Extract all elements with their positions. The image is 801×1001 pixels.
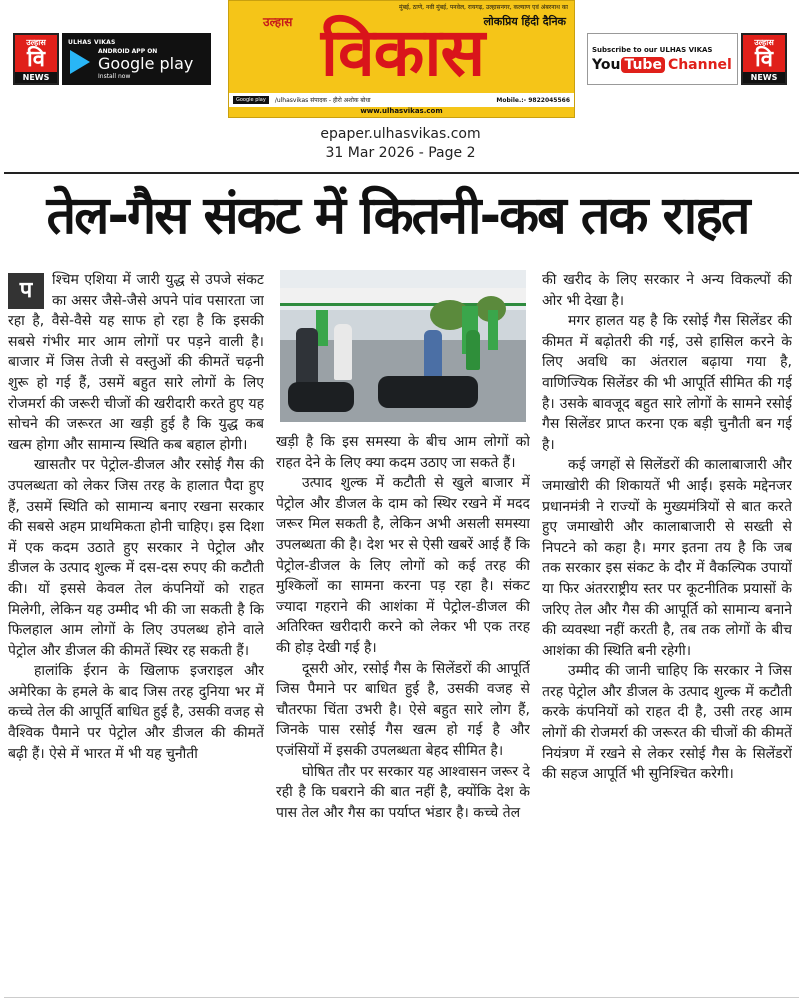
masthead-mobile: Mobile.:- 9822045566	[496, 96, 570, 104]
masthead-title: विकास	[320, 13, 485, 91]
youtube-channel-word: Channel	[667, 56, 732, 73]
article-paragraph: हालांकि ईरान के खिलाफ इजराइल और अमेरिका के हमले के बाद जिस तरह दुनिया भर में कच्चे तेल की आपूर्ति बाधित हुई है, उसकी वजह से वैश्विक पैमाने पर पेट्रोल और डीजल की कीमतें बढ़ी हैं। ऐसे में भारत में भी यह चुनौती	[8, 663, 264, 762]
masthead-small-word: उल्हास	[263, 15, 293, 29]
badge-install-text: Install now	[98, 72, 131, 80]
masthead-website[interactable]: www.ulhasvikas.com	[360, 107, 443, 115]
petrol-station-photo	[280, 270, 526, 422]
youtube-channel-row	[592, 57, 733, 73]
article-column-1	[8, 270, 264, 992]
badge-brand: ULHAS VIKAS	[68, 38, 116, 46]
masthead-cities: मुंबई, ठाणे, नवी मुंबई, पनवेल, रायगढ़, उल्हासनगर, कल्याण एवं अंबरनाथ का	[399, 4, 568, 11]
article-paragraph: उत्पाद शुल्क में कटौती से खुले बाजार में पेट्रोल और डीजल के दाम को स्थिर रखने में मदद जरूर मिल सकती है, लेकिन अभी असली समस्या उपलब्धता की है। देश भर से ऐसी खबरें आई हैं कि पेट्रोल-डीजल के लिए लोगों को कई तरह की मुश्किलों का सामना करना पड़ रहा है। संकट ज्यादा गहराने की आशंका में पेट्रोल-डीजल की अतिरिक्त खरीदारी करने को लेकर भी एक तरह की होड़ देखी गई है।	[276, 475, 530, 656]
article-column-2	[276, 432, 530, 992]
badge-store-name: Google play	[98, 53, 194, 73]
logo-top-text: उल्हास	[754, 38, 774, 47]
youtube-tube: Tube	[621, 57, 665, 73]
article-headline: तेल-गैस संकट में कितनी-कब तक राहत	[46, 186, 749, 246]
mini-google-play-icon[interactable]: Google play	[233, 96, 269, 104]
logo-news-label: NEWS	[743, 72, 785, 83]
ulhas-vikas-news-logo-right	[741, 33, 787, 85]
article-paragraph: कई जगहों से सिलेंडरों की कालाबाजारी और जमाखोरी की शिकायतें भी आईं। इसके मद्देनजर प्रधानमंत्री ने राज्यों के मुख्यमंत्रियों से बात करते हुए जमाखोरी और कालाबाजारी से सख्ती से निपटने को कहा है। मगर इतना तय है कि जब तक सरकार इस संकट के दौर में वैकल्पिक उपायों या फिर अंतरराष्ट्रीय स्तर पर कूटनीतिक प्रयासों के जरिए तेल और गैस की आपूर्ति को सामान्य बनाने की व्यवस्था नहीं करती है, तब तक लोगों के बीच आशंका की स्थिति बनी रहेगी।	[542, 457, 792, 659]
youtube-channel-banner[interactable]	[587, 33, 787, 85]
youtube-subscribe-text: Subscribe to our ULHAS VIKAS	[592, 45, 713, 54]
logo-letter: वि	[27, 46, 45, 72]
newspaper-masthead	[228, 0, 575, 118]
logo-news-label: NEWS	[15, 72, 57, 83]
masthead-social-editor: /ulhasvikas संपादक - हीरो अशोक बोधा	[274, 97, 371, 104]
article-paragraph	[8, 270, 264, 455]
youtube-you: You	[592, 56, 621, 73]
editorial-article	[4, 172, 799, 998]
logo-top-text: उल्हास	[26, 38, 46, 47]
google-play-icon	[70, 50, 90, 74]
ulhas-vikas-news-logo	[13, 33, 59, 85]
article-column-3	[542, 270, 792, 992]
paragraph-text: श्चिम एशिया में जारी युद्ध से उपजे संकट का असर जैसे-जैसे अपने पांव पसारता जा रहा है, वैसे-वैसे यह साफ हो रहा है कि इसकी सबसे गंभीर मार आम लोगों पर पड़ने वाली है। बाजार में जिस तेजी से वस्तुओं की कीमतें चढ़नी शुरू हो गई हैं, उसमें बहुत सारे लोगों के लिए रोजमर्रा की जरूरी चीजों की खरीदारी करते हुए यह सोचने की जरूरत आ खड़ी हुई है कि युद्ध कब खत्म होगा और सामान्य स्थिति कब बहाल होगी।	[8, 272, 264, 453]
badge-app-line: ANDROID APP ON	[98, 47, 158, 55]
google-play-badge[interactable]	[62, 33, 211, 85]
article-paragraph: की खरीद के लिए सरकार ने अन्य विकल्पों की ओर भी देखा है।	[542, 272, 792, 309]
epaper-site[interactable]: epaper.ulhasvikas.com	[320, 126, 481, 142]
masthead-info-strip	[229, 93, 574, 107]
article-paragraph: घोषित तौर पर सरकार यह आश्वासन जरूर दे रही है कि घबराने की बात नहीं है, क्योंकि देश के पास तेल और गैस का पर्याप्त भंडार है। कच्चे तेल	[276, 763, 530, 821]
article-paragraph: खड़ी है कि इस समस्या के बीच आम लोगों को राहत देने के लिए क्या कदम उठाए जा सकते हैं।	[276, 434, 530, 471]
article-paragraph: मगर हालत यह है कि रसोई गैस सिलेंडर की कीमत में बढ़ोतरी की गई, उसे हासिल करने के लिए अवधि का अंतराल बढ़ाया गया है, वाणिज्यिक सिलेंडर की भी आपूर्ति सीमित की गई है। उसके बावजूद बहुत सारे लोगों के सामने रसोई गैस सिलेंडर प्राप्त करना एक बड़ी चुनौती बन गई है।	[542, 313, 792, 453]
edition-date-page: 31 Mar 2026 - Page 2	[325, 145, 476, 161]
android-app-banner[interactable]	[13, 33, 211, 85]
drop-cap: प	[8, 273, 44, 309]
article-paragraph: दूसरी ओर, रसोई गैस के सिलेंडरों की आपूर्ति जिस पैमाने पर बाधित हुई है, उसकी वजह से चौतरफा चिंता उभरी है। ऐसे बहुत सारे लोग हैं, जिनके पास रसोई गैस खत्म हो गई है और एजंसियों में इसकी उपलब्धता बेहद सीमित है।	[276, 660, 530, 759]
youtube-subscribe-box[interactable]	[587, 33, 738, 85]
logo-letter: वि	[755, 46, 773, 72]
masthead-tagline: लोकप्रिय हिंदी दैनिक	[483, 15, 566, 28]
article-paragraph: उम्मीद की जानी चाहिए कि सरकार ने जिस तरह पेट्रोल और डीजल के उत्पाद शुल्क में कटौती करके कंपनियों को राहत दी है, उसी तरह आम लोगों की रोजमर्रा की जरूरत की चीजों की कीमतें नियंत्रण में रखने से लेकर रसोई गैस के सिलेंडरों की सहज आपूर्ति भी सुनिश्चित करेगी।	[542, 663, 792, 783]
article-paragraph: खासतौर पर पेट्रोल-डीजल और रसोई गैस की उपलब्धता को लेकर जिस तरह के हालात पैदा हुए हैं, उसमें स्थिति को सामान्य बनाए रखना सरकार की सबसे अहम प्राथमिकता होनी चाहिए। इस दिशा में एक कदम उठाते हुए सरकार ने पेट्रोल और डीजल के उत्पाद शुल्क में दस-दस रुपए की कटौती की। यों इससे केवल तेल कंपनियों को राहत मिलेगी, लेकिन यह उम्मीद भी की जा सकती है कि फिलहाल आम लोगों के लिए उपलब्ध होने वाले पेट्रोल और डीजल की कीमतें स्थिर रह सकती हैं।	[8, 457, 264, 659]
